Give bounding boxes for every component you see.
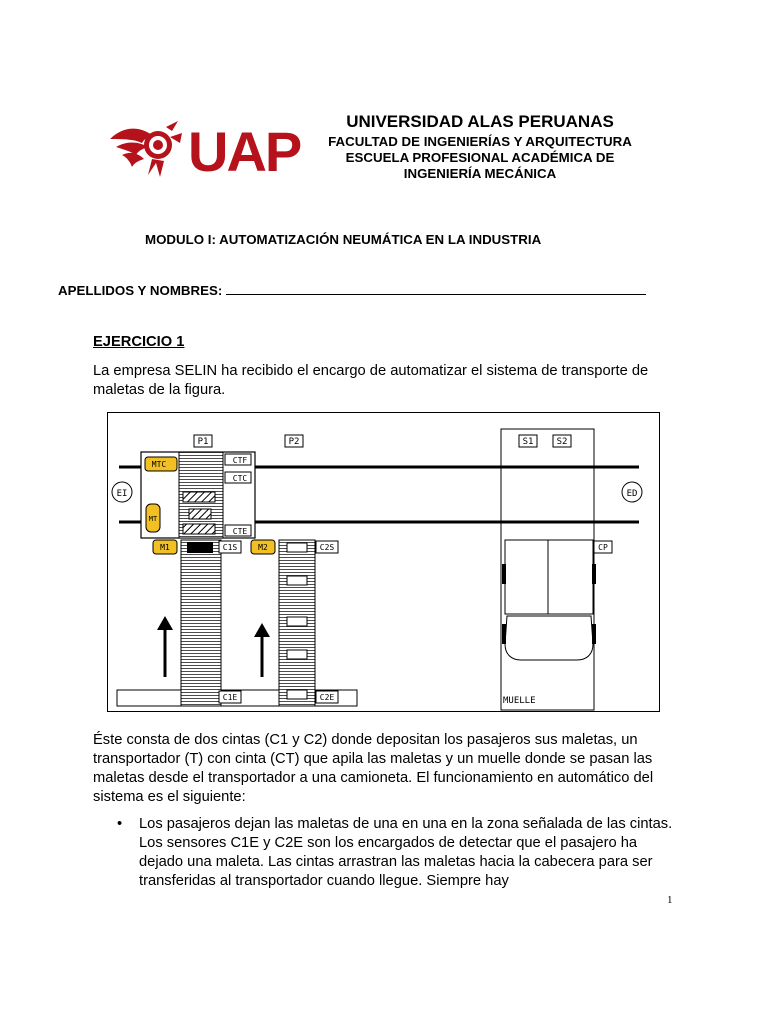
svg-text:CTC: CTC: [232, 474, 248, 483]
page-number: 1: [667, 894, 673, 906]
svg-text:EI: EI: [116, 489, 128, 499]
svg-text:MT: MT: [148, 515, 158, 523]
svg-text:M2: M2: [258, 543, 268, 552]
svg-text:C2E: C2E: [319, 693, 335, 702]
motor-mt: [146, 504, 160, 532]
svg-text:CTF: CTF: [232, 456, 248, 465]
module-title: MODULO I: AUTOMATIZACIÓN NEUMÁTICA EN LA INDUSTRIA: [145, 232, 542, 247]
sensor-p2: [285, 435, 303, 447]
eagle-icon: [110, 121, 182, 177]
university-name: UNIVERSIDAD ALAS PERUANAS: [346, 112, 614, 131]
motor-mtc: [145, 457, 177, 471]
svg-text:S2: S2: [556, 437, 568, 447]
sensor-s2: [553, 435, 571, 447]
sensor-s1: [519, 435, 537, 447]
motor-m1: [153, 540, 177, 554]
sensor-c2s: [316, 541, 338, 553]
svg-text:CP: CP: [598, 543, 608, 552]
sensor-c1s: [219, 541, 241, 553]
sensor-ctf: [225, 454, 251, 465]
svg-text:MTC: MTC: [151, 460, 167, 469]
baggage-system-diagram: [107, 412, 660, 712]
names-blank-line[interactable]: [226, 283, 646, 295]
exercise-title: EJERCICIO 1: [93, 334, 185, 350]
logo-text: UAP: [188, 120, 301, 181]
motor-m2: [251, 540, 275, 554]
sensor-ed: [622, 482, 642, 502]
muelle-label: MUELLE: [503, 696, 536, 706]
bullet-marker: •: [117, 816, 123, 832]
svg-text:C1E: C1E: [222, 693, 238, 702]
names-label: APELLIDOS Y NOMBRES:: [58, 283, 223, 298]
belt-c2: [279, 540, 315, 706]
svg-text:C1S: C1S: [222, 543, 238, 552]
uap-logo: [108, 117, 308, 181]
sensor-p1: [194, 435, 212, 447]
belt-c1: [181, 540, 221, 706]
sensor-c2e: [316, 691, 338, 703]
system-description: Éste consta de dos cintas (C1 y C2) donde depositan los pasajeros sus maletas, un transportador (T) con cinta (CT) que apila las maletas y un muelle donde se pasan las maletas desde el transportador a una camioneta. El funcionamiento en automático del sistema es el siguiente:: [93, 732, 654, 805]
sensor-ei: [112, 482, 132, 502]
svg-text:P2: P2: [288, 437, 300, 447]
faculty-line-1: FACULTAD DE INGENIERÍAS Y ARQUITECTURA: [328, 134, 632, 149]
svg-text:C2S: C2S: [319, 543, 335, 552]
van-icon: [502, 540, 596, 660]
list-item: Los pasajeros dejan las maletas de una en una en la zona señalada de las cintas. Los sensores C1E y C2E son los encargados de detectar que el pasajero ha dejado una maleta. Las cintas arrastran las maletas hacia la cabecera para ser transferidas al transportador cuando llegue. Siempre hay: [139, 816, 673, 889]
sensor-cp: [594, 541, 612, 553]
exercise-intro: La empresa SELIN ha recibido el encargo de automatizar el sistema de transporte de maletas de la figura.: [93, 363, 649, 398]
svg-text:ED: ED: [626, 489, 638, 499]
sensor-c1e: [219, 691, 241, 703]
svg-text:M1: M1: [160, 543, 170, 552]
faculty-line-2: ESCUELA PROFESIONAL ACADÉMICA DE: [345, 150, 615, 165]
faculty-line-3: INGENIERÍA MECÁNICA: [403, 166, 557, 181]
svg-text:CTE: CTE: [232, 527, 248, 536]
svg-text:S1: S1: [522, 437, 534, 447]
sensor-cte: [225, 525, 251, 536]
sensor-ctc: [225, 472, 251, 483]
names-field[interactable]: [58, 283, 646, 298]
svg-text:P1: P1: [197, 437, 209, 447]
